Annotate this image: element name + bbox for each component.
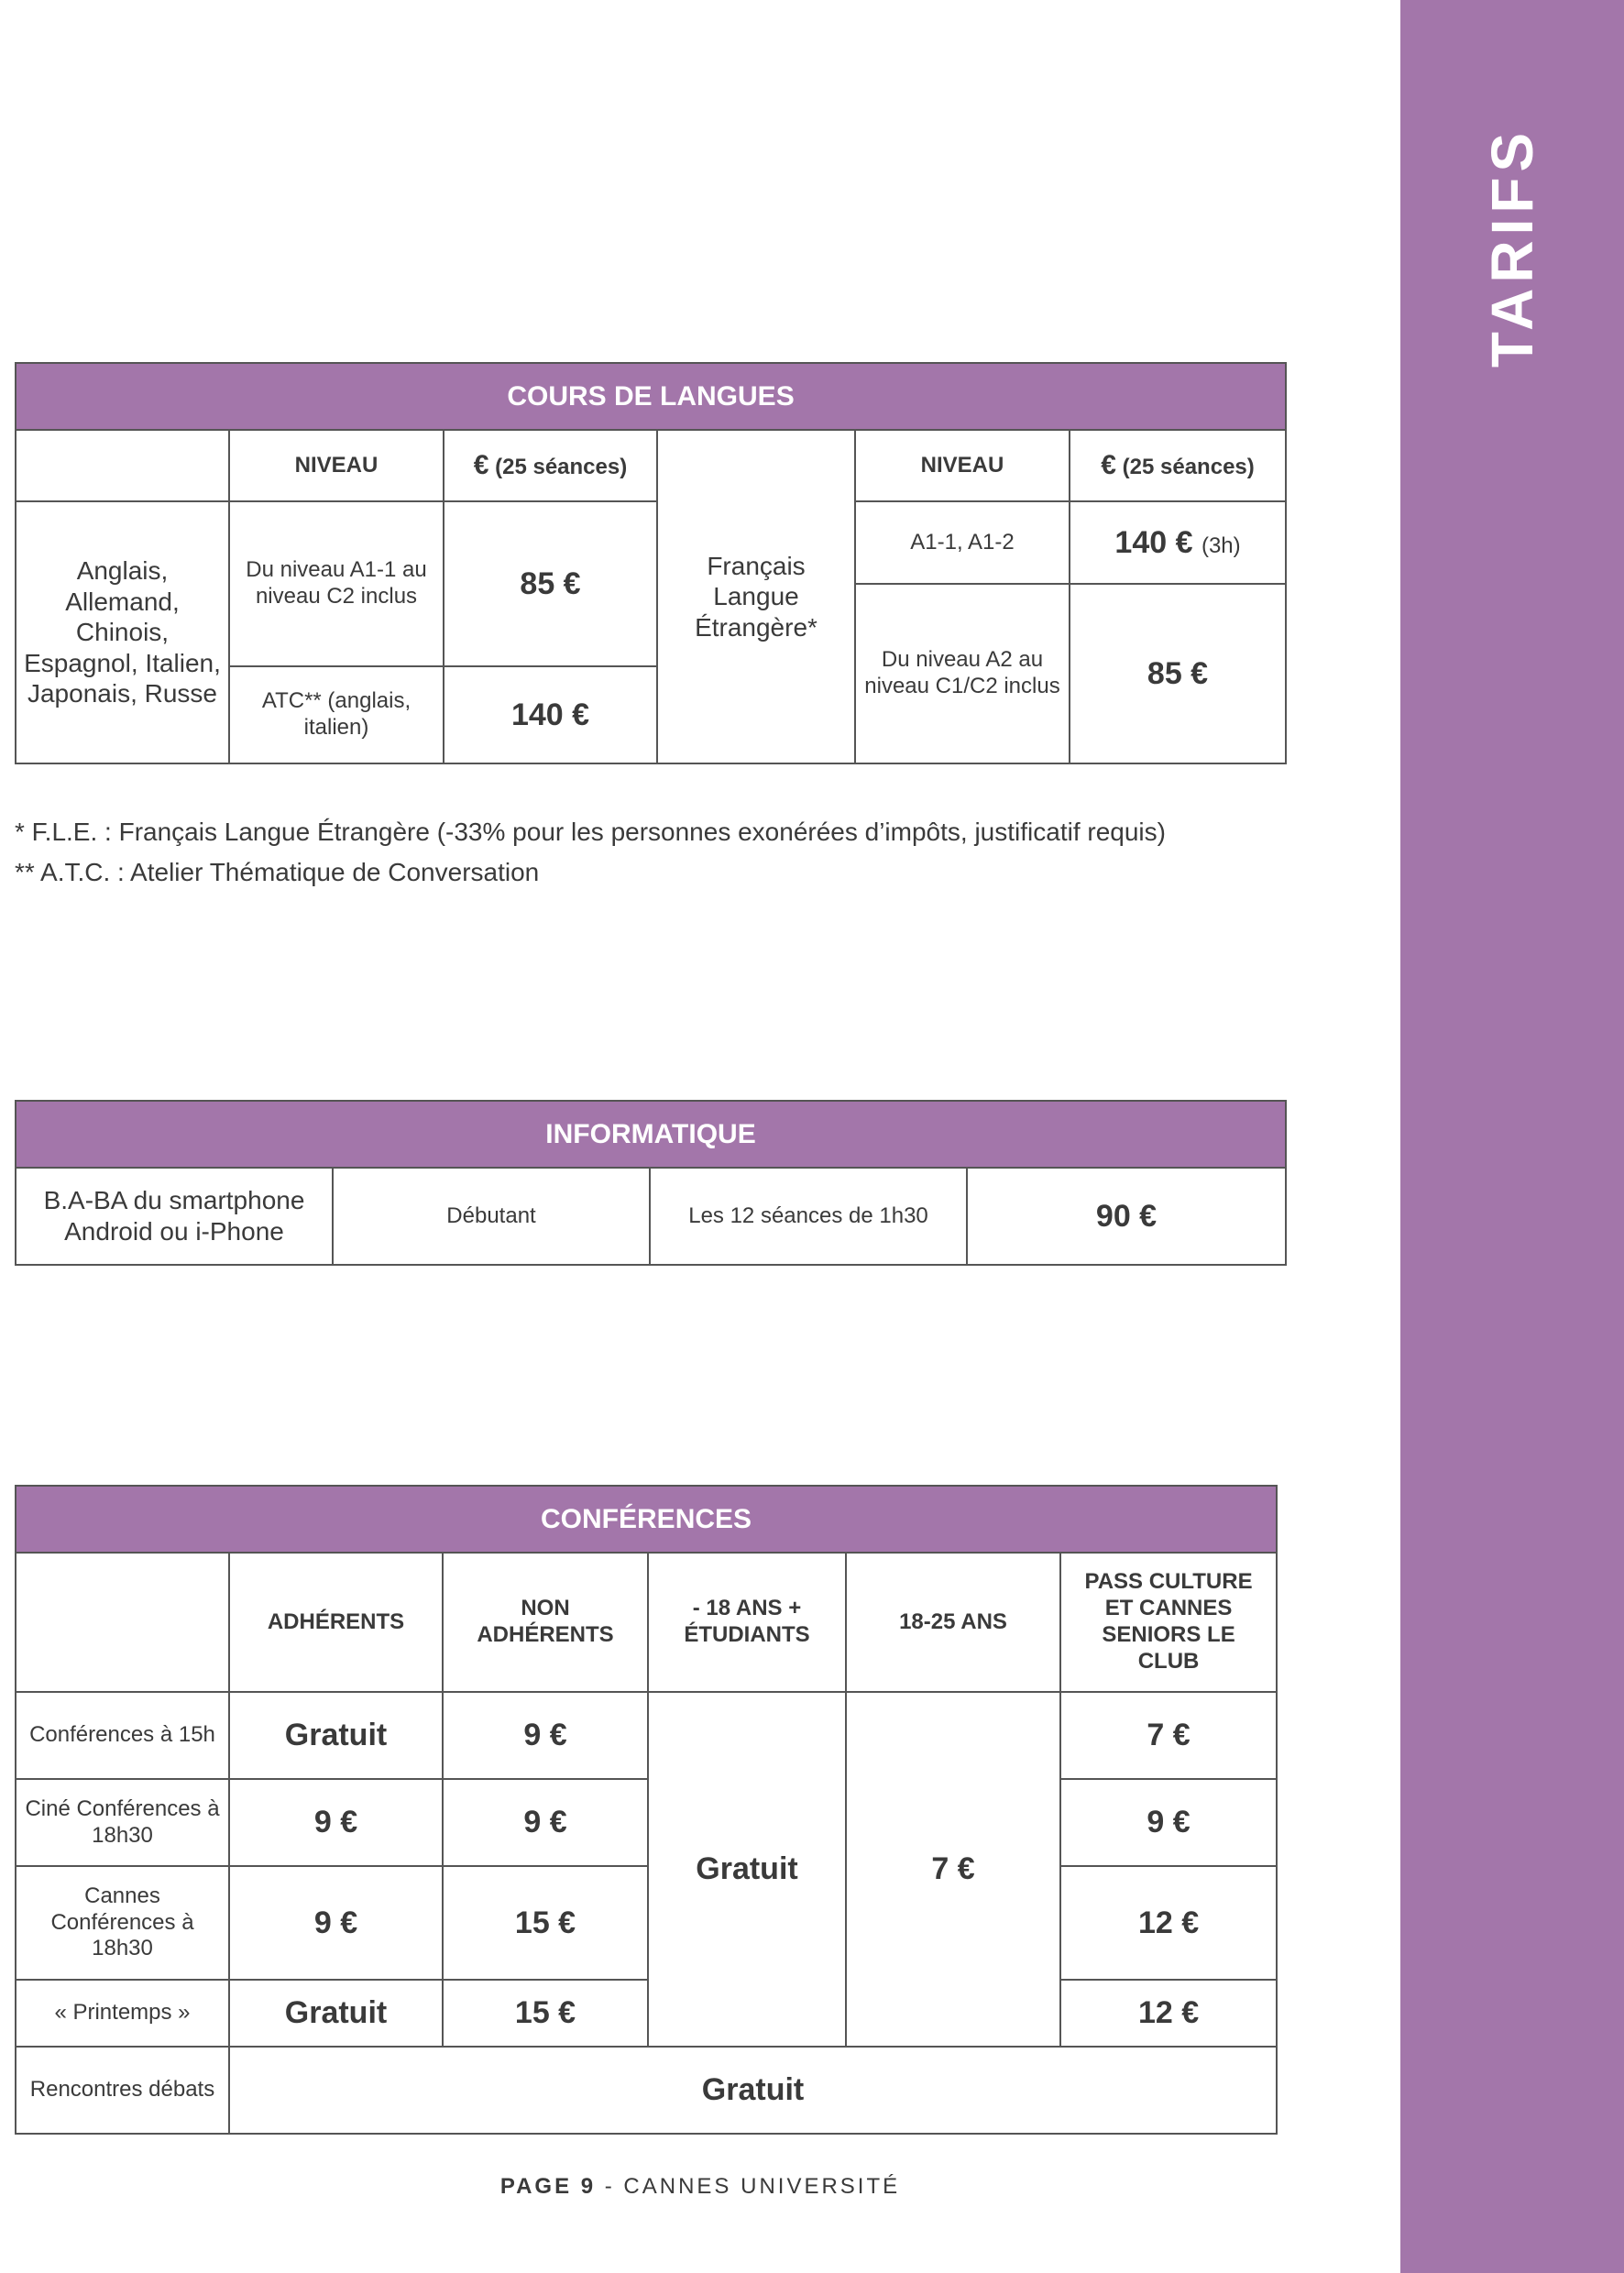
niveau-fle-a1: A1-1, A1-2	[855, 501, 1070, 584]
langues-header-niveau-left: NIVEAU	[229, 430, 444, 501]
informatique-table	[15, 1100, 1287, 1266]
informatique-title: INFORMATIQUE	[16, 1101, 1286, 1168]
langues-header-empty	[16, 430, 229, 501]
conf-non-adherents: 15 €	[443, 1866, 648, 1980]
euro-symbol: €	[1101, 450, 1116, 480]
footnote-fle: * F.L.E. : Français Langue Étrangère (-33% pour les personnes exonérées d’impôts, justificatif requis)	[15, 818, 1166, 846]
price-fle-a1-value: 140 €	[1114, 524, 1193, 560]
page-number: PAGE 9	[499, 2174, 597, 2199]
conf-row-label: Cannes Conférences à 18h30	[16, 1866, 229, 1980]
langues-header-prix-right	[1070, 430, 1286, 501]
informatique-course: B.A-BA du smartphone Android ou i-Phone	[16, 1168, 333, 1265]
informatique-sessions: Les 12 séances de 1h30	[650, 1168, 967, 1265]
euro-symbol: €	[473, 450, 489, 480]
conf-adherents: 9 €	[229, 1779, 443, 1866]
langues-header-niveau-right: NIVEAU	[855, 430, 1070, 501]
footer-name: CANNES UNIVERSITÉ	[623, 2174, 901, 2199]
price-fle-a2: 85 €	[1070, 584, 1286, 763]
conf-non-adherents: 9 €	[443, 1779, 648, 1866]
niveau-atc: ATC** (anglais, italien)	[229, 666, 444, 763]
conf-header-empty	[16, 1553, 229, 1692]
conf-pass: 12 €	[1060, 1866, 1277, 1980]
conf-moins18-value: Gratuit	[648, 1692, 846, 2047]
conf-adherents: Gratuit	[229, 1692, 443, 1779]
price-fle-a1	[1070, 501, 1286, 584]
conf-header-non-adherents: NON ADHÉRENTS	[443, 1553, 648, 1692]
langues-header-prix-left	[444, 430, 657, 501]
conf-header-18-25: 18-25 ANS	[846, 1553, 1060, 1692]
niveau-fle-a2: Du niveau A2 au niveau C1/C2 inclus	[855, 584, 1070, 763]
conf-non-adherents: 9 €	[443, 1692, 648, 1779]
conf-18-25-value: 7 €	[846, 1692, 1060, 2047]
fle-label: Français Langue Étrangère*	[657, 430, 855, 763]
price-a1-c2: 85 €	[444, 501, 657, 666]
prix-suffix: (25 séances)	[1122, 455, 1255, 479]
langues-title: COURS DE LANGUES	[16, 363, 1286, 430]
price-fle-a1-note: (3h)	[1201, 533, 1241, 558]
footnote-atc: ** A.T.C. : Atelier Thématique de Conversation	[15, 858, 540, 886]
conf-header-adherents: ADHÉRENTS	[229, 1553, 443, 1692]
section-title-text: TARIFS	[1479, 126, 1545, 368]
footnotes	[15, 812, 1389, 893]
footer-separator: -	[596, 2174, 624, 2199]
conf-adherents: 9 €	[229, 1866, 443, 1980]
conf-pass: 12 €	[1060, 1980, 1277, 2047]
langues-table	[15, 362, 1287, 764]
niveau-a1-c2: Du niveau A1-1 au niveau C2 inclus	[229, 501, 444, 666]
conf-row-label: « Printemps »	[16, 1980, 229, 2047]
conf-row-label: Ciné Conférences à 18h30	[16, 1779, 229, 1866]
conf-non-adherents: 15 €	[443, 1980, 648, 2047]
conf-rencontres-value: Gratuit	[229, 2047, 1277, 2134]
conf-adherents: Gratuit	[229, 1980, 443, 2047]
section-title-vertical	[1479, 126, 1545, 368]
prix-suffix: (25 séances)	[495, 455, 628, 479]
conf-row-label: Conférences à 15h	[16, 1692, 229, 1779]
page-footer	[0, 2174, 1400, 2200]
languages-list: Anglais, Allemand, Chinois, Espagnol, Italien, Japonais, Russe	[16, 501, 229, 763]
conf-pass: 9 €	[1060, 1779, 1277, 1866]
conferences-table	[15, 1485, 1278, 2135]
informatique-level: Débutant	[333, 1168, 650, 1265]
conf-header-pass: PASS CULTURE ET CANNES SENIORS LE CLUB	[1060, 1553, 1277, 1692]
conferences-title: CONFÉRENCES	[16, 1486, 1277, 1553]
conf-rencontres-label: Rencontres débats	[16, 2047, 229, 2134]
conf-pass: 7 €	[1060, 1692, 1277, 1779]
informatique-price: 90 €	[967, 1168, 1286, 1265]
price-atc: 140 €	[444, 666, 657, 763]
conf-header-moins18: - 18 ANS + ÉTUDIANTS	[648, 1553, 846, 1692]
